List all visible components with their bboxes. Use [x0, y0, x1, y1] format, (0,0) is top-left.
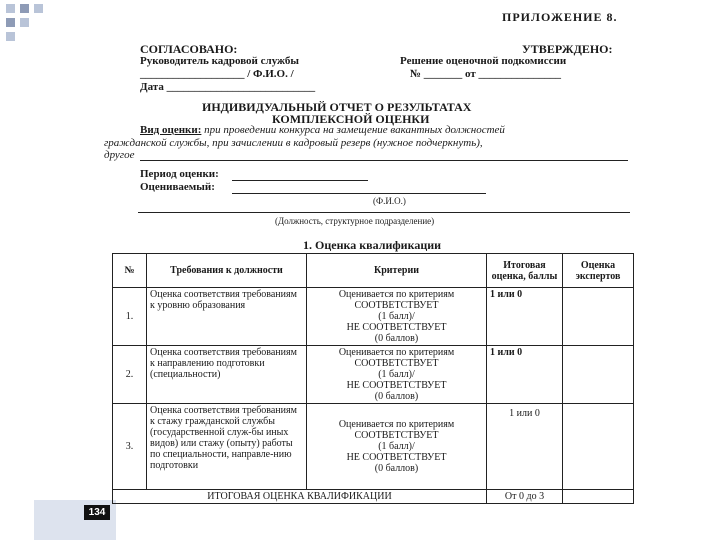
assessment-type-text1: при проведении конкурса на замещение вакантных должностей [204, 124, 505, 136]
report-title-line1: ИНДИВИДУАЛЬНЫЙ ОТЧЕТ О РЕЗУЛЬТАТАХ [202, 100, 472, 114]
appendix-label: ПРИЛОЖЕНИЕ 8. [502, 10, 618, 24]
approved-role: Решение оценочной подкомиссии [400, 55, 567, 67]
criteria-line: СООТВЕТСТВУЕТ [354, 358, 439, 369]
row-criteria [307, 404, 487, 490]
row-num: 3. [113, 404, 147, 490]
assessment-type [140, 124, 505, 136]
position-line [138, 212, 630, 213]
header-requirements: Требования к должности [147, 254, 307, 288]
criteria-line: Оценивается по критериям [338, 419, 455, 430]
period-label: Период оценки: [140, 168, 219, 180]
assessee-label: Оцениваемый: [140, 181, 215, 193]
assessment-other-line [140, 160, 628, 161]
assessment-type-label: Вид оценки: [140, 124, 202, 136]
table-header-row [113, 254, 634, 288]
fio-hint: (Ф.И.О.) [373, 196, 406, 206]
total-expert-score [563, 490, 634, 504]
total-label: ИТОГОВАЯ ОЦЕНКА КВАЛИФИКАЦИИ [113, 490, 487, 504]
row-score: 1 или 0 [487, 346, 563, 404]
row-score: 1 или 0 [487, 288, 563, 346]
period-line [232, 180, 368, 181]
criteria-line: НЕ СООТВЕТСТВУЕТ [346, 322, 447, 333]
agreed-date-line: Дата ___________________________ [140, 81, 316, 93]
table-row [113, 346, 634, 404]
header-expert-score: Оценка экспертов [563, 254, 634, 288]
criteria-line: НЕ СООТВЕТСТВУЕТ [346, 452, 447, 463]
criteria-line: Оценивается по критериям [338, 347, 455, 358]
row-num: 2. [113, 346, 147, 404]
header-criteria: Критерии [307, 254, 487, 288]
approved-title: УТВЕРЖДЕНО: [522, 42, 613, 56]
criteria-line: СООТВЕТСТВУЕТ [354, 300, 439, 311]
row-expert-score [563, 346, 634, 404]
approved-number-line: № _______ от _______________ [410, 68, 562, 80]
row-num: 1. [113, 288, 147, 346]
criteria-line: НЕ СООТВЕТСТВУЕТ [346, 380, 447, 391]
row-expert-score [563, 404, 634, 490]
criteria-line: СООТВЕТСТВУЕТ [354, 430, 439, 441]
table-row [113, 288, 634, 346]
table-row [113, 404, 634, 490]
header-num: № [113, 254, 147, 288]
position-hint: (Должность, структурное подразделение) [275, 216, 435, 226]
report-title-line2: КОМПЛЕКСНОЙ ОЦЕНКИ [272, 112, 430, 126]
row-requirement: Оценка соответствия требованиям к направлению подготовки (специальности) [147, 346, 307, 404]
section1-title: 1. Оценка квалификации [303, 238, 442, 252]
criteria-line: (1 балл)/ [378, 311, 415, 322]
row-score: 1 или 0 [487, 404, 563, 490]
assessment-type-text2: гражданской службы, при зачислении в кадровый резерв (нужное подчеркнуть), [104, 137, 483, 149]
agreed-role: Руководитель кадровой службы [140, 55, 299, 67]
agreed-title: СОГЛАСОВАНО: [140, 42, 238, 56]
criteria-line: (0 баллов) [374, 391, 419, 402]
assessee-line [232, 193, 486, 194]
criteria-line: (0 баллов) [374, 333, 419, 344]
criteria-line: (1 балл)/ [378, 369, 415, 380]
row-requirement: Оценка соответствия требованиям к уровню образования [147, 288, 307, 346]
total-value: От 0 до 3 [487, 490, 563, 504]
slide-number: 134 [84, 505, 110, 520]
criteria-line: (1 балл)/ [378, 441, 415, 452]
qualification-table [112, 253, 634, 504]
corner-decoration [0, 0, 46, 46]
assessment-type-text3: другое [104, 149, 135, 161]
row-requirement: Оценка соответствия требованиям к стажу гражданской службы (государственной служ-бы иных видов) или стажу (опыту) работы по специальности, направле-нию подготовки [147, 404, 307, 490]
criteria-line: (0 баллов) [374, 463, 419, 474]
header-final-score: Итоговая оценка, баллы [487, 254, 563, 288]
row-criteria [307, 346, 487, 404]
criteria-line: Оценивается по критериям [338, 289, 455, 300]
table-total-row [113, 490, 634, 504]
row-criteria [307, 288, 487, 346]
agreed-sign-line: ___________________ / Ф.И.О. / [140, 68, 294, 80]
row-expert-score [563, 288, 634, 346]
